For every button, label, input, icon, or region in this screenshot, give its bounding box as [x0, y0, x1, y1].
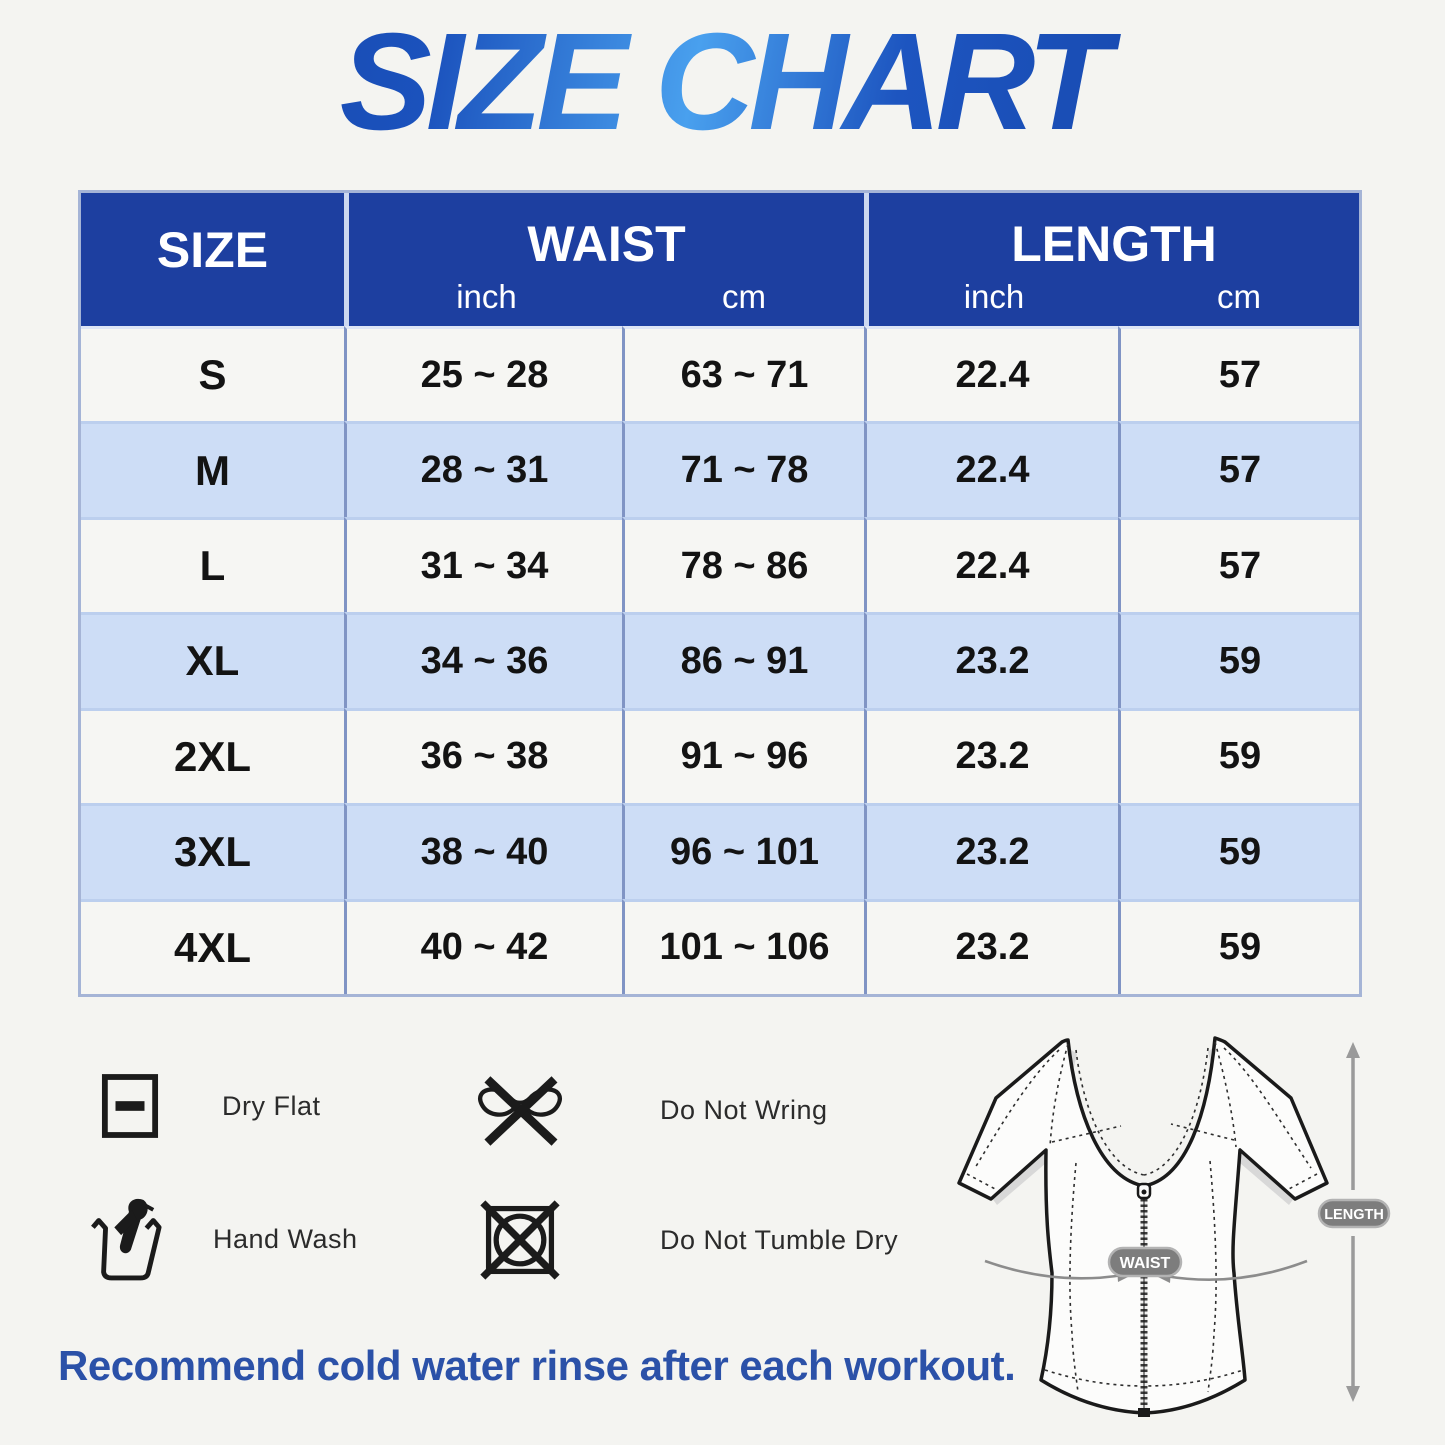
size-table-header: [81, 193, 1359, 326]
cell-length-cm: 59: [1118, 708, 1359, 803]
cell-size: S: [81, 326, 344, 421]
cell-length-cm: 59: [1118, 899, 1359, 994]
cell-length-inch: 22.4: [864, 421, 1118, 516]
length-unit-inch: inch: [963, 278, 1025, 315]
cell-waist-inch: 34 ~ 36: [344, 612, 622, 707]
cell-length-inch: 23.2: [864, 899, 1118, 994]
cell-length-inch: 22.4: [864, 517, 1118, 612]
cell-length-inch: 23.2: [864, 612, 1118, 707]
table-row-4xl: [81, 899, 1359, 994]
header-cell-length: [864, 193, 1359, 326]
care-label: Dry Flat: [222, 1090, 321, 1121]
care-label: Do Not Tumble Dry: [660, 1224, 899, 1255]
cell-length-inch: 22.4: [864, 326, 1118, 421]
table-row-l: [81, 517, 1359, 612]
cell-length-cm: 59: [1118, 803, 1359, 898]
cell-size: 2XL: [81, 708, 344, 803]
page-title: SIZE CHART: [0, 8, 1445, 157]
care-label: Hand Wash: [213, 1223, 358, 1254]
cell-waist-cm: 78 ~ 86: [622, 517, 864, 612]
dry-flat-icon: [95, 1072, 165, 1140]
hand-wash-icon: [86, 1196, 165, 1282]
cell-size: L: [81, 517, 344, 612]
length-units-row: [869, 278, 1359, 316]
waist-unit-cm: cm: [722, 278, 766, 315]
cell-size: XL: [81, 612, 344, 707]
table-row-s: [81, 326, 1359, 421]
table-row-m: [81, 421, 1359, 516]
care-item-hand-wash: [86, 1196, 358, 1282]
cell-waist-inch: 28 ~ 31: [344, 421, 622, 516]
cell-waist-cm: 86 ~ 91: [622, 612, 864, 707]
header-length-label: LENGTH: [1011, 216, 1217, 272]
waist-badge-label: WAIST: [1119, 1255, 1171, 1272]
care-item-do-not-tumble-dry: [478, 1200, 898, 1280]
do-not-wring-icon: [470, 1072, 570, 1148]
header-cell-waist: [344, 193, 864, 326]
cell-waist-inch: 36 ~ 38: [344, 708, 622, 803]
cell-waist-cm: 91 ~ 96: [622, 708, 864, 803]
care-item-dry-flat: [95, 1072, 321, 1140]
waist-units-row: [349, 278, 864, 316]
cell-size: M: [81, 421, 344, 516]
size-table: [78, 190, 1362, 997]
cell-waist-inch: 31 ~ 34: [344, 517, 622, 612]
header-size-label: SIZE: [156, 222, 269, 278]
cell-length-cm: 59: [1118, 612, 1359, 707]
waist-badge: [1109, 1248, 1181, 1276]
waist-unit-inch: inch: [456, 278, 517, 315]
do-not-tumble-dry-icon: [478, 1200, 562, 1280]
cell-waist-cm: 71 ~ 78: [622, 421, 864, 516]
header-waist-label: WAIST: [527, 216, 686, 272]
table-row-3xl: [81, 803, 1359, 898]
length-badge-label: LENGTH: [1324, 1207, 1384, 1223]
length-unit-cm: cm: [1217, 278, 1261, 315]
cell-waist-inch: 25 ~ 28: [344, 326, 622, 421]
cell-waist-inch: 40 ~ 42: [344, 899, 622, 994]
table-row-2xl: [81, 708, 1359, 803]
cell-size: 3XL: [81, 803, 344, 898]
size-table-body: [81, 326, 1359, 994]
cell-size: 4XL: [81, 899, 344, 994]
care-item-do-not-wring: [470, 1072, 828, 1148]
cell-length-inch: 23.2: [864, 803, 1118, 898]
length-badge: [1319, 1200, 1389, 1227]
footer-note: Recommend cold water rinse after each workout.: [58, 1342, 1016, 1389]
header-cell-size: [81, 193, 344, 326]
cell-waist-cm: 63 ~ 71: [622, 326, 864, 421]
cell-waist-cm: 101 ~ 106: [622, 899, 864, 994]
cell-length-cm: 57: [1118, 326, 1359, 421]
cell-length-cm: 57: [1118, 421, 1359, 516]
cell-waist-cm: 96 ~ 101: [622, 803, 864, 898]
cell-length-cm: 57: [1118, 517, 1359, 612]
care-label: Do Not Wring: [660, 1094, 828, 1125]
cell-length-inch: 23.2: [864, 708, 1118, 803]
cell-waist-inch: 38 ~ 40: [344, 803, 622, 898]
table-row-xl: [81, 612, 1359, 707]
